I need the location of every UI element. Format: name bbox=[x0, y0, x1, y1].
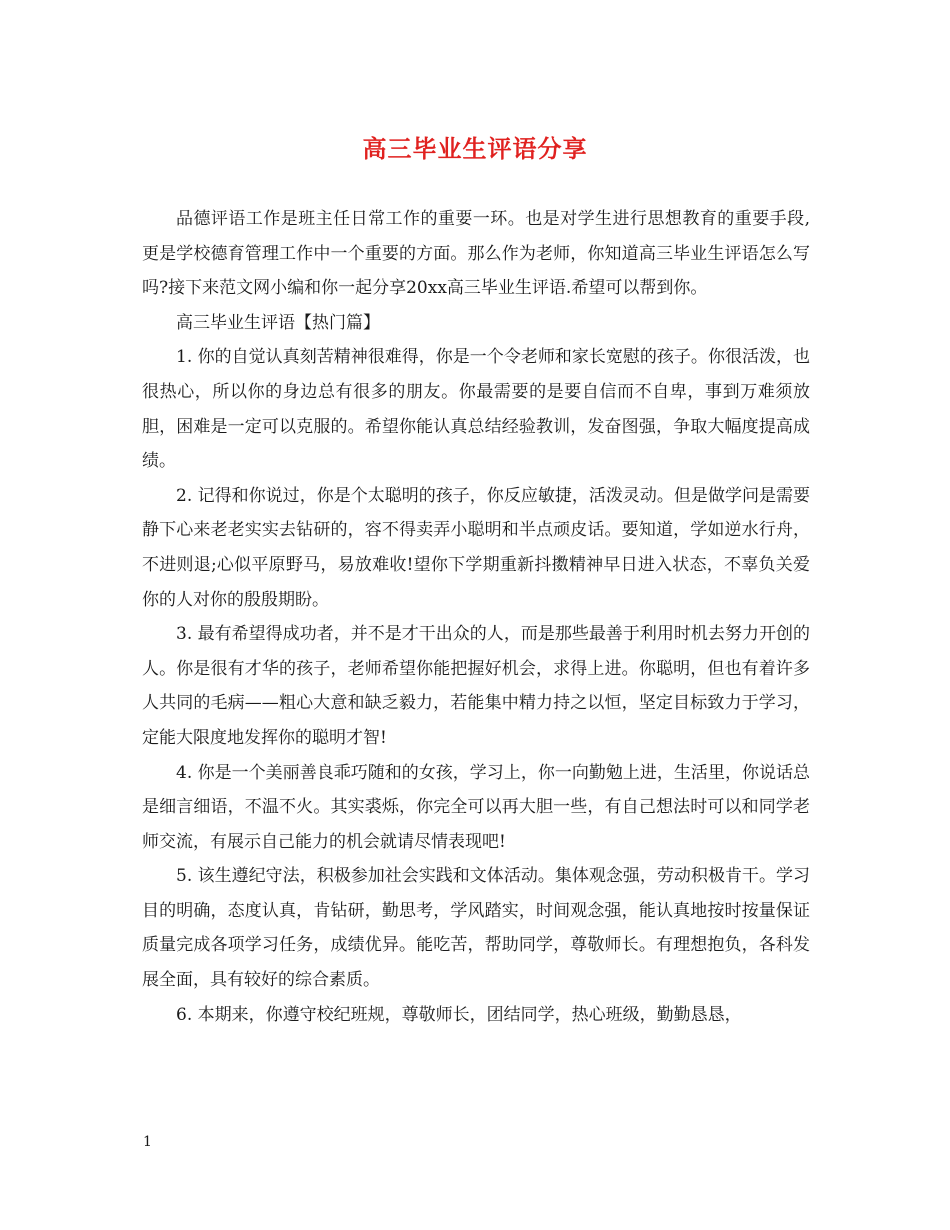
comment-paragraph-4: 4. 你是一个美丽善良乖巧随和的女孩，学习上，你一向勤勉上进，生活里，你说话总是细言细语，不温不火。其实裘烁，你完全可以再大胆一些，有自己想法时可以和同学老师交流，有展示自己能力的机会就请尽情表现吧! bbox=[142, 762, 810, 852]
comment-paragraph-3: 3. 最有希望得成功者，并不是才干出众的人，而是那些最善于利用时机去努力开创的人。你是很有才华的孩子，老师希望你能把握好机会，求得上进。你聪明，但也有着许多人共同的毛病——粗心大意和缺乏毅力，若能集中精力持之以恒，坚定目标致力于学习，定能大限度地发挥你的聪明才智! bbox=[142, 624, 810, 748]
page-number: 1 bbox=[143, 1134, 152, 1150]
section-heading: 高三毕业生评语【热门篇】 bbox=[176, 312, 380, 333]
document-title: 高三毕业生评语分享 bbox=[362, 134, 588, 163]
intro-paragraph: 品德评语工作是班主任日常工作的重要一环。也是对学生进行思想教育的重要手段,更是学校德育管理工作中一个重要的方面。那么作为老师，你知道高三毕业生评语怎么写吗?接下来范文网小编和你一起分享20xx高三毕业生评语.希望可以帮到你。 bbox=[142, 209, 810, 299]
comment-paragraph-6: 6. 本期来，你遵守校纪班规，尊敬师长，团结同学，热心班级，勤勤恳恳， bbox=[176, 1004, 742, 1025]
comment-paragraph-2: 2. 记得和你说过，你是个太聪明的孩子，你反应敏捷，活泼灵动。但是做学问是需要静下心来老老实实去钻研的，容不得卖弄小聪明和半点顽皮话。要知道，学如逆水行舟，不进则退;心似平原野马，易放难收!望你下学期重新抖擞精神早日进入状态，不辜负关爱你的人对你的殷殷期盼。 bbox=[142, 485, 810, 610]
comment-paragraph-1: 1. 你的自觉认真刻苦精神很难得，你是一个令老师和家长宽慰的孩子。你很活泼，也很热心，所以你的身边总有很多的朋友。你最需要的是要自信而不自卑，事到万难须放胆，困难是一定可以克服的。希望你能认真总结经验教训，发奋图强，争取大幅度提高成绩。 bbox=[142, 347, 810, 472]
document-body bbox=[142, 202, 810, 1032]
comment-paragraph-5: 5. 该生遵纪守法，积极参加社会实践和文体活动。集体观念强，劳动积极肯干。学习目的明确，态度认真，肯钻研，勤思考，学风踏实，时间观念强，能认真地按时按量保证质量完成各项学习任务，成绩优异。能吃苦，帮助同学，尊敬师长。有理想抱负，各科发展全面，具有较好的综合素质。 bbox=[142, 866, 810, 991]
